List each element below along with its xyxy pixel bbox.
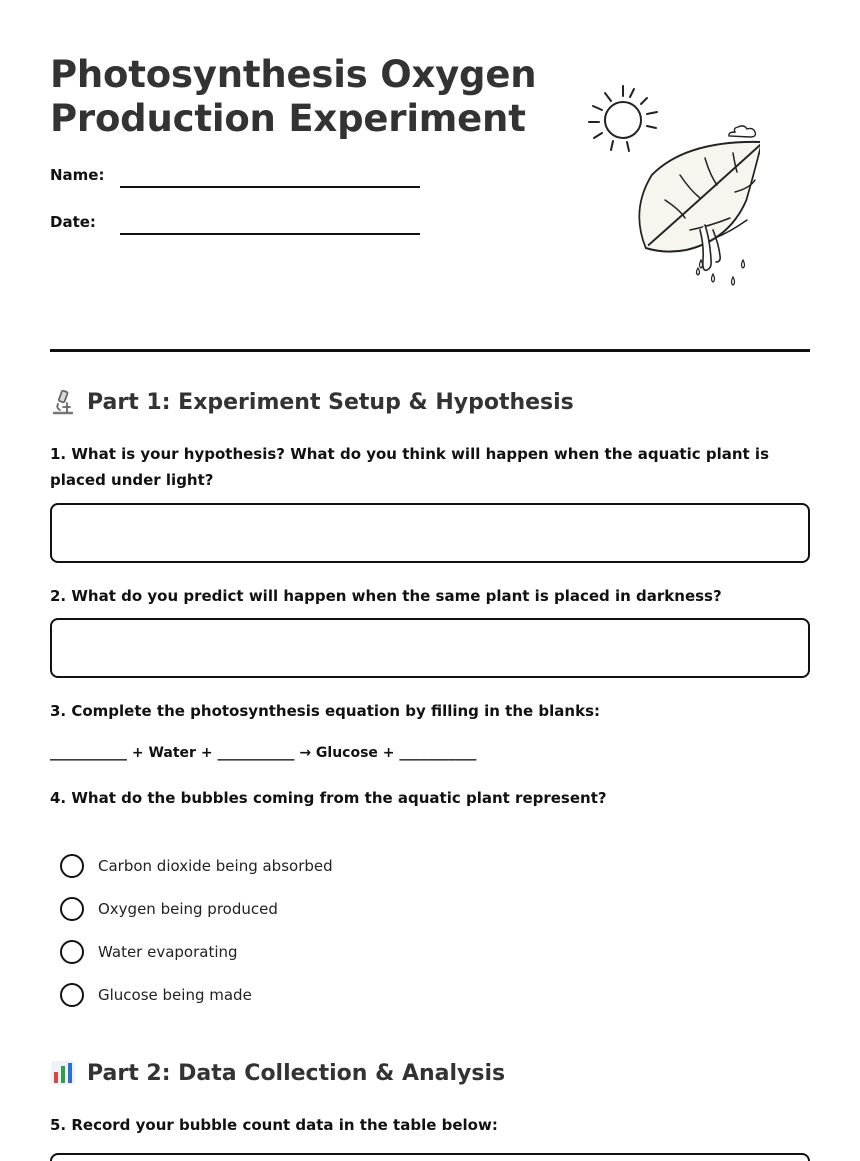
bubble-count-table[interactable] <box>50 1153 810 1161</box>
darkness-prediction-answer-box[interactable] <box>50 618 810 678</box>
question-1: 1. What is your hypothesis? What do you think will happen when the aquatic plant is placed under light? <box>50 445 770 489</box>
radio-button[interactable] <box>60 983 84 1007</box>
date-field[interactable] <box>120 233 420 235</box>
option-water[interactable] <box>60 940 238 964</box>
name-label: Name: <box>50 166 105 184</box>
option-label: Carbon dioxide being absorbed <box>98 857 333 875</box>
microscope-icon <box>50 389 76 415</box>
date-label: Date: <box>50 213 96 231</box>
option-oxygen[interactable] <box>60 897 278 921</box>
radio-button[interactable] <box>60 897 84 921</box>
radio-button[interactable] <box>60 854 84 878</box>
option-label: Glucose being made <box>98 986 252 1004</box>
part2-heading-text: Part 2: Data Collection & Analysis <box>87 1060 506 1086</box>
part2-heading <box>50 1060 505 1086</box>
name-field[interactable] <box>120 186 420 188</box>
sun-leaf-illustration <box>585 80 760 300</box>
option-label: Water evaporating <box>98 943 238 961</box>
question-2: 2. What do you predict will happen when the same plant is placed in darkness? <box>50 587 722 605</box>
section-divider <box>50 349 810 352</box>
hypothesis-answer-box[interactable] <box>50 503 810 563</box>
worksheet-page <box>50 0 810 1161</box>
bar-chart-icon <box>50 1060 76 1086</box>
part1-heading <box>50 389 574 415</box>
photosynthesis-equation[interactable]: ___________ + Water + ___________ → Glucose + ___________ <box>50 745 477 761</box>
page-title: Photosynthesis Oxygen Production Experiment <box>50 53 537 140</box>
radio-button[interactable] <box>60 940 84 964</box>
question-3: 3. Complete the photosynthesis equation by filling in the blanks: <box>50 702 601 720</box>
option-glucose[interactable] <box>60 983 252 1007</box>
option-label: Oxygen being produced <box>98 900 278 918</box>
part1-heading-text: Part 1: Experiment Setup & Hypothesis <box>87 389 574 415</box>
question-5: 5. Record your bubble count data in the table below: <box>50 1116 498 1134</box>
question-4: 4. What do the bubbles coming from the aquatic plant represent? <box>50 789 607 807</box>
option-carbon-dioxide[interactable] <box>60 854 333 878</box>
